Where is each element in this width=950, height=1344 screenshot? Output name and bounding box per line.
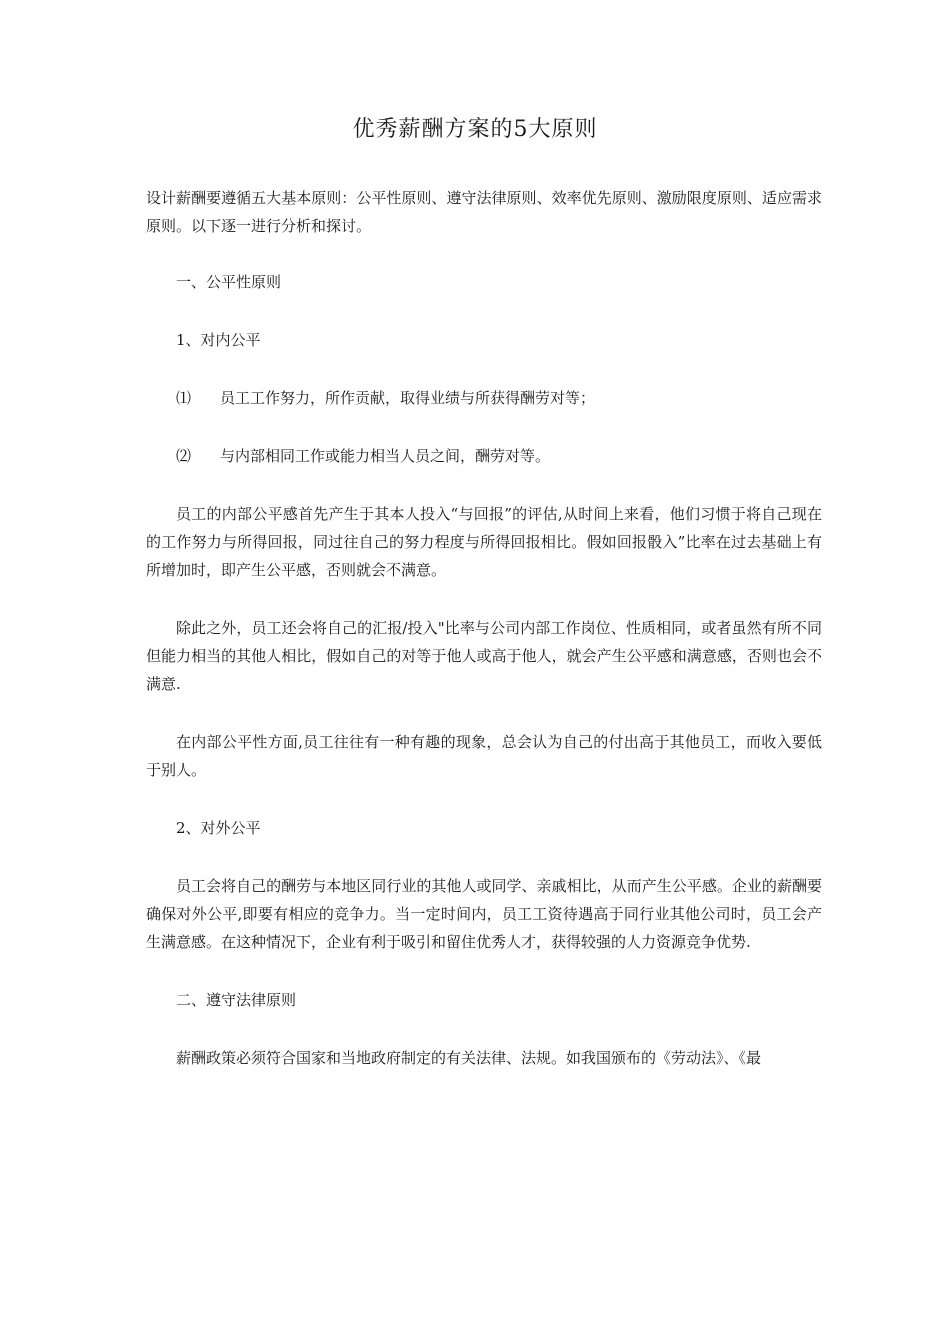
subsection-heading-internal-fairness: 1、对内公平	[176, 331, 261, 349]
list-item-text: 员工工作努力，所作贡献，取得业绩与所获得酬劳对等；	[220, 389, 596, 407]
body-paragraph: 除此之外，员工还会将自己的汇报/投入"比率与公司内部工作岗位、性质相同，或者虽然有所不同但能力相当的其他人相比，假如自己的对等于他人或高于他人，就会产生公平感和满意感，否则也会不满意.	[146, 619, 822, 693]
section-heading-legal-compliance: 二、遵守法律原则	[176, 991, 297, 1009]
body-paragraph: 在内部公平性方面,员工往往有一种有趣的现象，总会认为自己的付出高于其他员工，而收入要低于别人。	[146, 733, 822, 779]
list-item-text: 与内部相同工作或能力相当人员之间，酬劳对等。	[220, 447, 551, 465]
body-paragraph: 薪酬政策必须符合国家和当地政府制定的有关法律、法规。如我国颁布的《劳动法》、《最	[176, 1049, 762, 1067]
body-paragraph: 员工会将自己的酬劳与本地区同行业的其他人或同学、亲戚相比，从而产生公平感。企业的薪酬要确保对外公平,即要有相应的竞争力。当一定时间内，员工工资待遇高于同行业其他公司时，员工会产生满意感。在这种情况下，企业有利于吸引和留住优秀人才，获得较强的人力资源竞争优势.	[146, 877, 822, 951]
document-title: 优秀薪酬方案的5大原则	[352, 117, 598, 142]
list-item-number: ⑵	[176, 447, 192, 465]
list-item	[146, 442, 822, 470]
list-item	[146, 384, 822, 412]
document-body	[146, 184, 822, 1072]
body-paragraph: 员工的内部公平感首先产生于其本人投入“与回报”的评估,从时间上来看，他们习惯于将自己现在的工作努力与所得回报，同过往自己的努力程度与所得回报相比。假如回报骰入”比率在过去基础上有所增加时，即产生公平感，否则就会不满意。	[146, 505, 822, 579]
list-item-number: ⑴	[176, 389, 192, 407]
intro-paragraph: 设计薪酬要遵循五大基本原则：公平性原则、遵守法律原则、效率优先原则、激励限度原则、适应需求原则。以下逐一进行分析和探讨。	[146, 189, 822, 235]
subsection-heading-external-fairness: 2、对外公平	[176, 819, 261, 837]
section-heading-fairness: 一、公平性原则	[176, 273, 282, 291]
